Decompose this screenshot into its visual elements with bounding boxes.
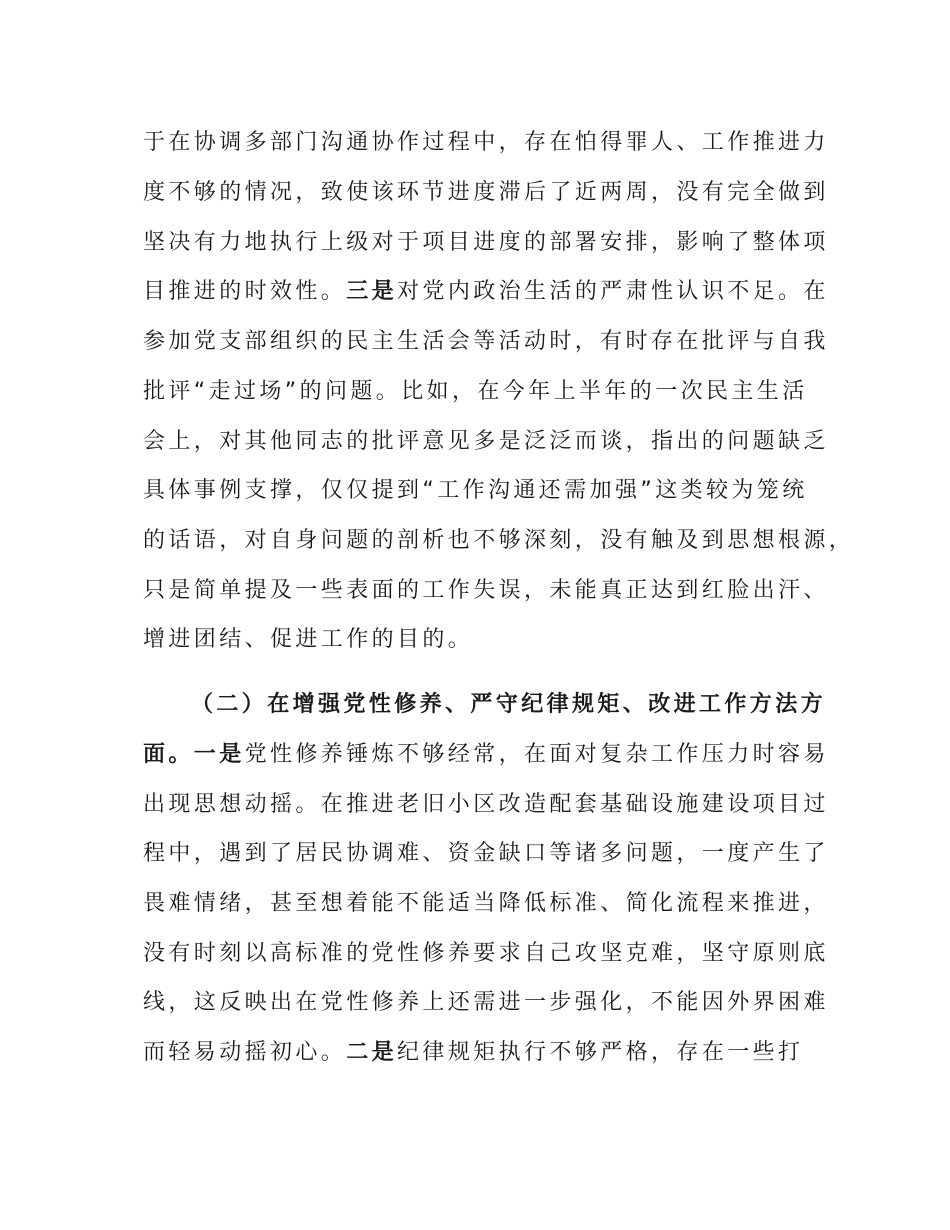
text-segment: 具体事例支撑，仅仅提到“工作沟通还需加强”这类较为笼统: [143, 478, 808, 503]
text-segment: 增进团结、促进工作的目的。: [143, 627, 474, 652]
text-segment: 只是简单提及一些表面的工作失误，未能真正达到红脸出汗、: [143, 578, 829, 603]
text-segment: 会上，对其他同志的批评意见多是泛泛而谈，指出的问题缺乏: [143, 429, 829, 454]
text-segment: 畏难情绪，甚至想着能不能适当降低标准、简化流程来推进，: [143, 891, 829, 916]
text-segment: 坚决有力地执行上级对于项目进度的部署安排，影响了整体项: [143, 230, 829, 255]
bold-item-marker: 面。一是: [143, 742, 245, 767]
text-segment: 程中，遇到了居民协调难、资金缺口等诸多问题，一度产生了: [143, 841, 829, 866]
text-segment: 线，这反映出在党性修养上还需进一步强化，不能因外界困难: [143, 990, 829, 1015]
text-line: [143, 988, 829, 1018]
text-line: [143, 1038, 803, 1068]
section-heading: （二）在增强党性修养、严守纪律规矩、改进工作方法方: [191, 692, 827, 717]
text-line: [143, 228, 829, 258]
text-line: [143, 889, 829, 919]
text-line: [143, 377, 808, 407]
bold-item-marker: 二是: [346, 1040, 398, 1065]
section-heading-line: [191, 690, 826, 720]
text-line: [143, 740, 829, 770]
text-segment: 而轻易动摇初心。: [143, 1040, 347, 1065]
text-line: [143, 476, 808, 506]
text-line: [143, 277, 829, 307]
text-line: [143, 576, 829, 606]
text-segment: 参加党支部组织的民主生活会等活动时，有时存在批评与自我: [143, 329, 829, 354]
text-segment: 度不够的情况，致使该环节进度滞后了近两周，没有完全做到: [143, 180, 829, 205]
text-line: [143, 839, 829, 869]
text-line: [143, 427, 829, 457]
text-segment: 于在协调多部门沟通协作过程中，存在怕得罪人、工作推进力: [143, 130, 829, 155]
text-line: [143, 526, 854, 556]
text-segment: 党性修养锤炼不够经常，在面对复杂工作压力时容易: [244, 742, 829, 767]
text-line: [143, 178, 829, 208]
text-segment: 没有时刻以高标准的党性修养要求自己攻坚克难，坚守原则底: [143, 941, 829, 966]
text-line: [143, 327, 829, 357]
text-segment: 批评“走过场”的问题。比如，在今年上半年的一次民主生活: [143, 379, 808, 404]
bold-item-marker: 三是: [346, 279, 398, 304]
text-line: [143, 128, 829, 158]
text-segment: 目推进的时效性。: [143, 279, 347, 304]
text-segment: 纪律规矩执行不够严格，存在一些打: [397, 1040, 804, 1065]
text-line: [143, 939, 829, 969]
text-segment: 的话语，对自身问题的剖析也不够深刻，没有触及到思想根源，: [143, 528, 855, 553]
text-segment: 对党内政治生活的严肃性认识不足。在: [397, 279, 829, 304]
text-line: [143, 790, 829, 820]
text-segment: 出现思想动摇。在推进老旧小区改造配套基础设施建设项目过: [143, 792, 829, 817]
text-line: [143, 625, 473, 655]
